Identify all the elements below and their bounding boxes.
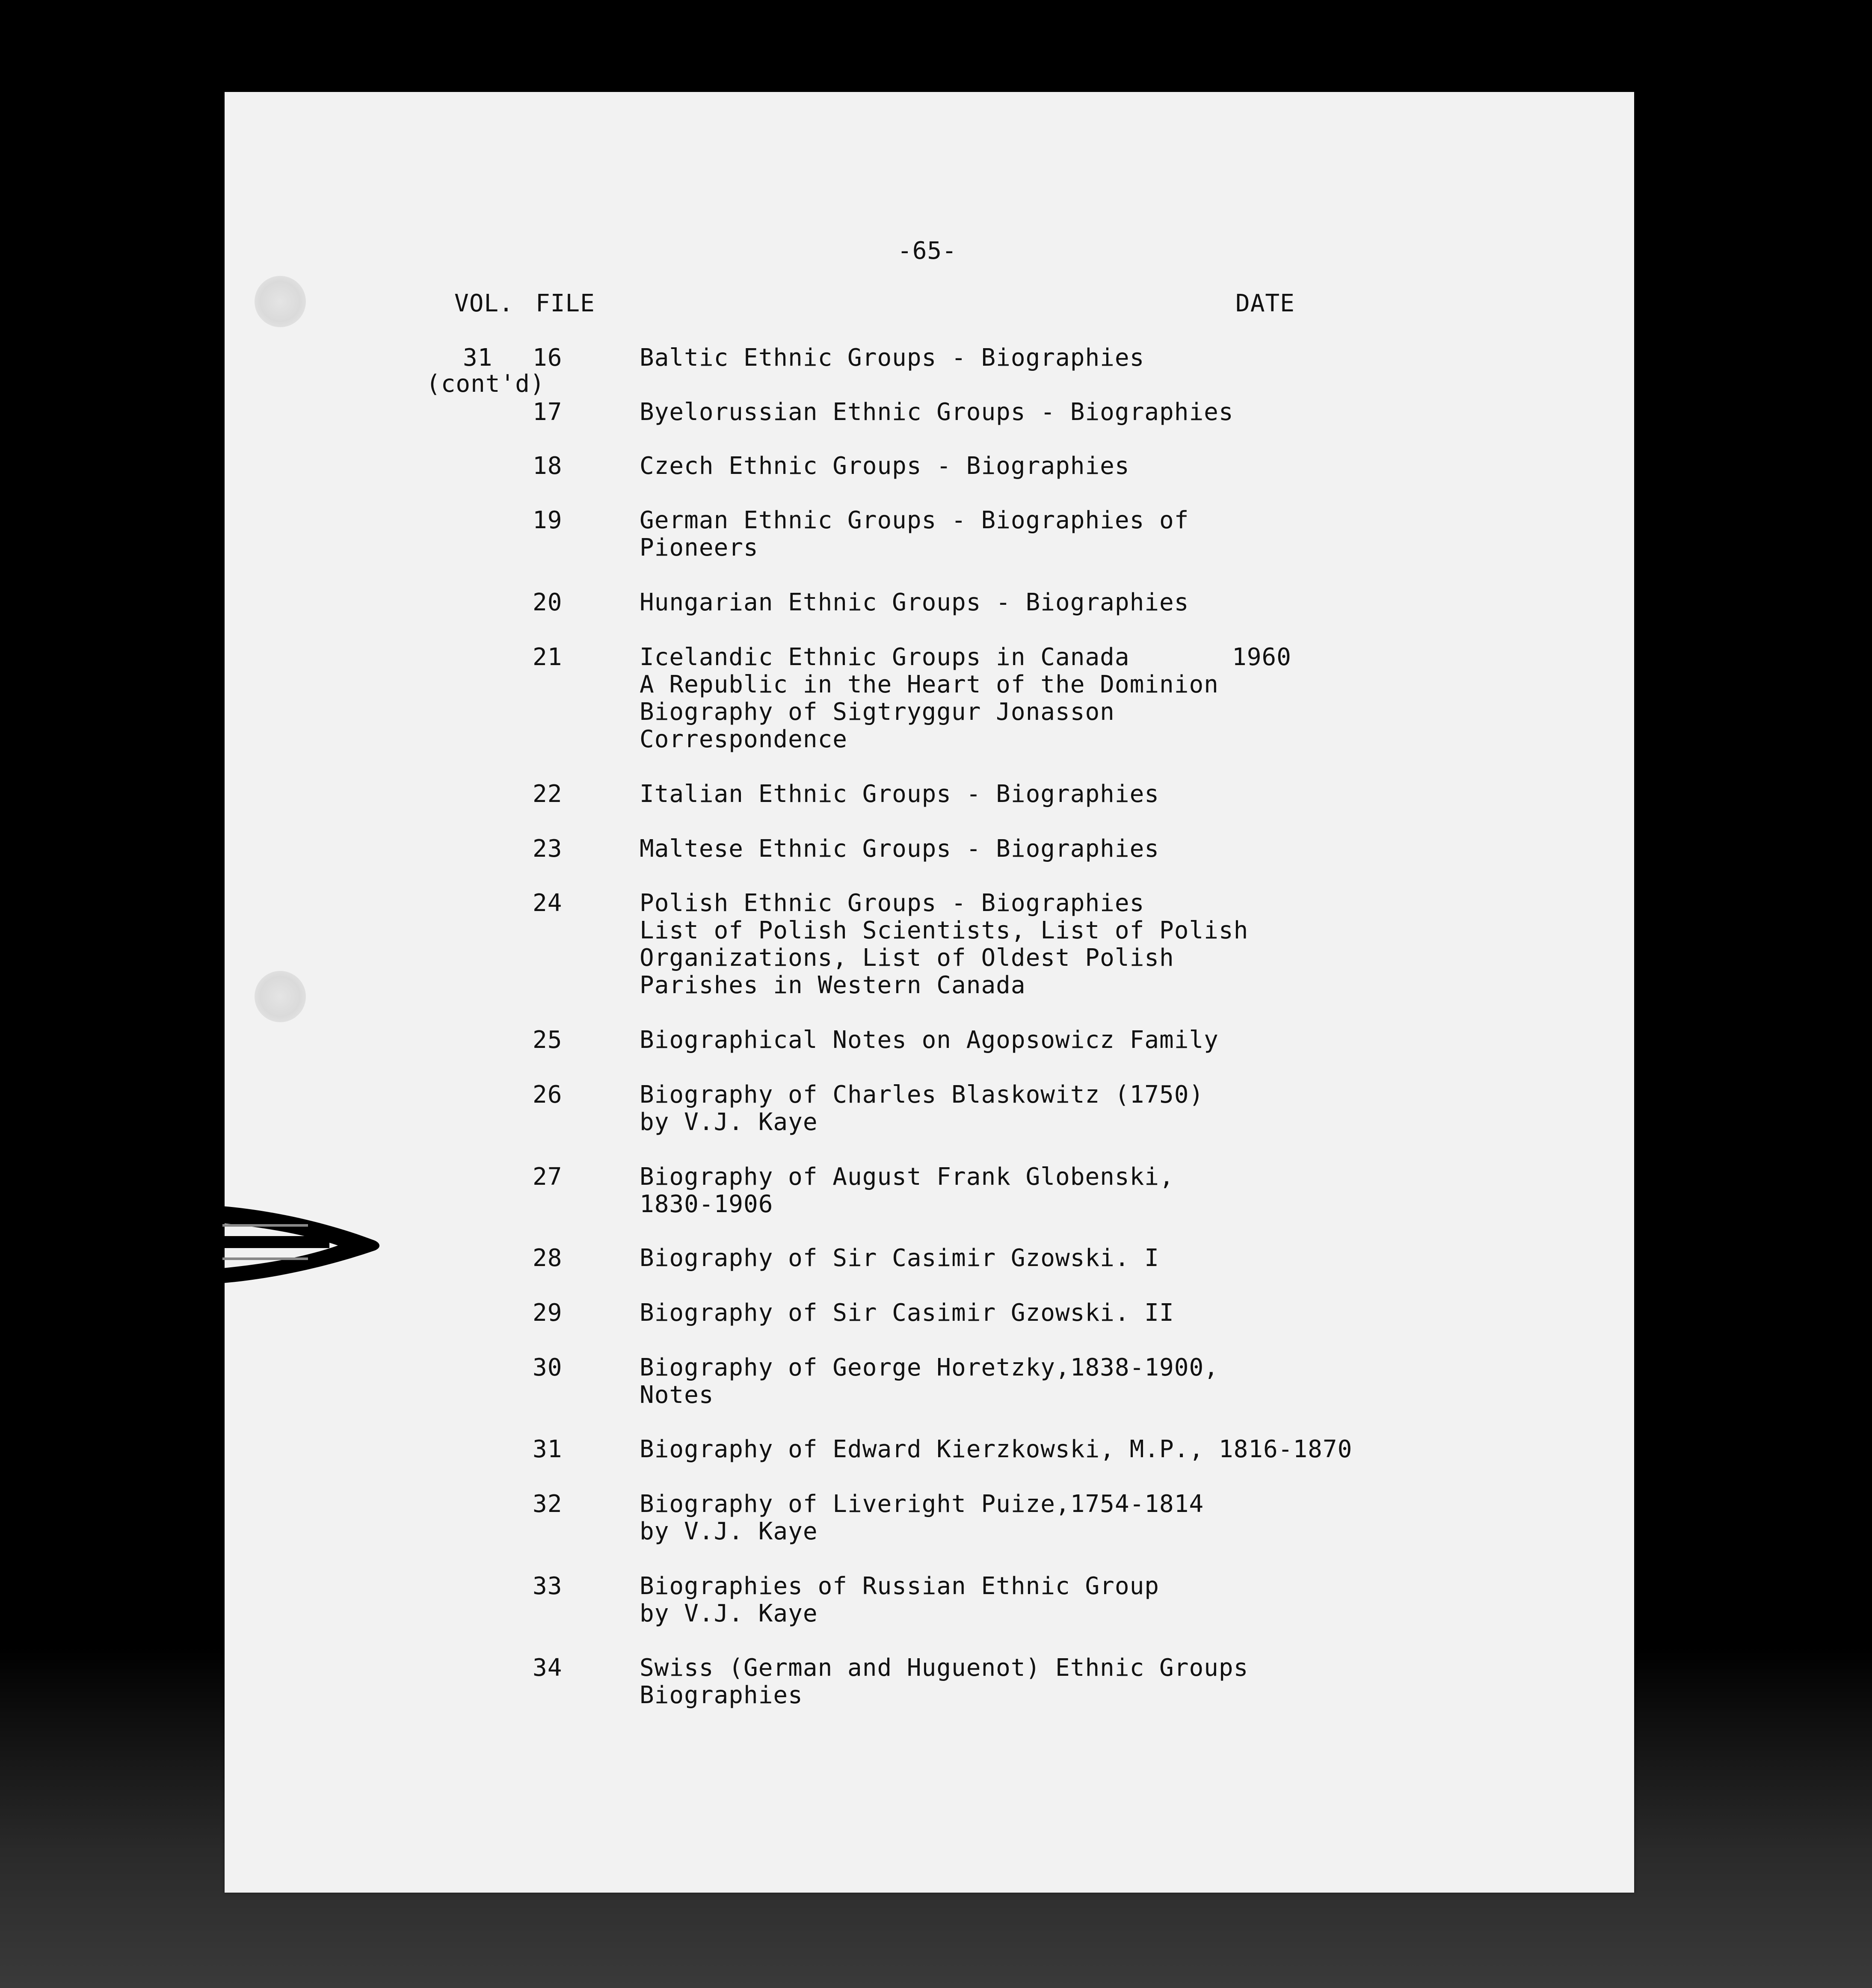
file-description-line: Biography of August Frank Globenski,	[640, 1163, 1174, 1191]
volume-number: 31	[463, 344, 493, 372]
file-description-line: 1830-1906	[640, 1190, 773, 1218]
file-number: 20	[533, 589, 563, 616]
header-file: FILE	[536, 290, 595, 317]
file-number: 17	[533, 398, 563, 426]
file-description-line: by V.J. Kaye	[640, 1600, 818, 1627]
file-description-line: Biography of Sir Casimir Gzowski. II	[640, 1299, 1174, 1327]
file-description-line: Biography of Charles Blaskowitz (1750)	[640, 1081, 1204, 1109]
file-description-line: by V.J. Kaye	[640, 1108, 818, 1136]
file-description-line: Biographies	[640, 1681, 803, 1709]
file-date: 1960	[1232, 643, 1291, 671]
file-description-line: Biography of Liveright Puize,1754-1814	[640, 1490, 1204, 1518]
file-number: 21	[533, 643, 563, 671]
file-number: 33	[533, 1572, 563, 1600]
file-description-line: by V.J. Kaye	[640, 1518, 818, 1545]
file-number: 28	[533, 1244, 563, 1272]
file-number: 19	[533, 506, 563, 534]
arrow-marker-icon	[222, 1193, 385, 1292]
file-number: 23	[533, 835, 563, 863]
file-number: 34	[533, 1654, 563, 1682]
file-number: 16	[533, 344, 563, 372]
file-description-line: Czech Ethnic Groups - Biographies	[640, 452, 1130, 480]
file-number: 22	[533, 780, 563, 808]
file-number: 29	[533, 1299, 563, 1327]
file-number: 32	[533, 1490, 563, 1518]
file-number: 27	[533, 1163, 563, 1191]
volume-note: (cont'd)	[426, 370, 545, 398]
file-description-line: Parishes in Western Canada	[640, 971, 1026, 999]
file-number: 31	[533, 1435, 563, 1463]
file-number: 25	[533, 1026, 563, 1054]
file-description-line: Notes	[640, 1381, 714, 1409]
header-vol: VOL.	[454, 290, 514, 317]
file-description-line: Biographies of Russian Ethnic Group	[640, 1572, 1160, 1600]
file-description-line: Maltese Ethnic Groups - Biographies	[640, 835, 1160, 863]
file-description-line: A Republic in the Heart of the Dominion	[640, 671, 1219, 698]
file-description-line: Organizations, List of Oldest Polish	[640, 944, 1174, 972]
file-description-line: Polish Ethnic Groups - Biographies	[640, 889, 1145, 917]
file-description-line: Icelandic Ethnic Groups in Canada	[640, 643, 1130, 671]
file-number: 30	[533, 1354, 563, 1382]
punch-hole-middle	[255, 971, 306, 1022]
file-number: 18	[533, 452, 563, 480]
file-description-line: Pioneers	[640, 534, 758, 562]
file-description-line: Hungarian Ethnic Groups - Biographies	[640, 589, 1189, 616]
file-description-line: Biography of Edward Kierzkowski, M.P., 1816-1870	[640, 1435, 1353, 1463]
punch-hole-top	[255, 276, 306, 327]
page-number: -65-	[897, 237, 957, 265]
file-description-line: List of Polish Scientists, List of Polish	[640, 917, 1249, 944]
file-number: 26	[533, 1081, 563, 1109]
file-description-line: German Ethnic Groups - Biographies of	[640, 506, 1189, 534]
file-description-line: Byelorussian Ethnic Groups - Biographies	[640, 398, 1234, 426]
file-number: 24	[533, 889, 563, 917]
file-description-line: Italian Ethnic Groups - Biographies	[640, 780, 1160, 808]
file-description-line: Biography of Sigtryggur Jonasson	[640, 698, 1115, 726]
file-description-line: Correspondence	[640, 725, 848, 753]
file-description-line: Biography of Sir Casimir Gzowski. I	[640, 1244, 1160, 1272]
file-description-line: Swiss (German and Huguenot) Ethnic Groups	[640, 1654, 1249, 1682]
file-description-line: Biography of George Horetzky,1838-1900,	[640, 1354, 1219, 1382]
header-date: DATE	[1235, 290, 1295, 317]
file-description-line: Biographical Notes on Agopsowicz Family	[640, 1026, 1219, 1054]
file-description-line: Baltic Ethnic Groups - Biographies	[640, 344, 1145, 372]
